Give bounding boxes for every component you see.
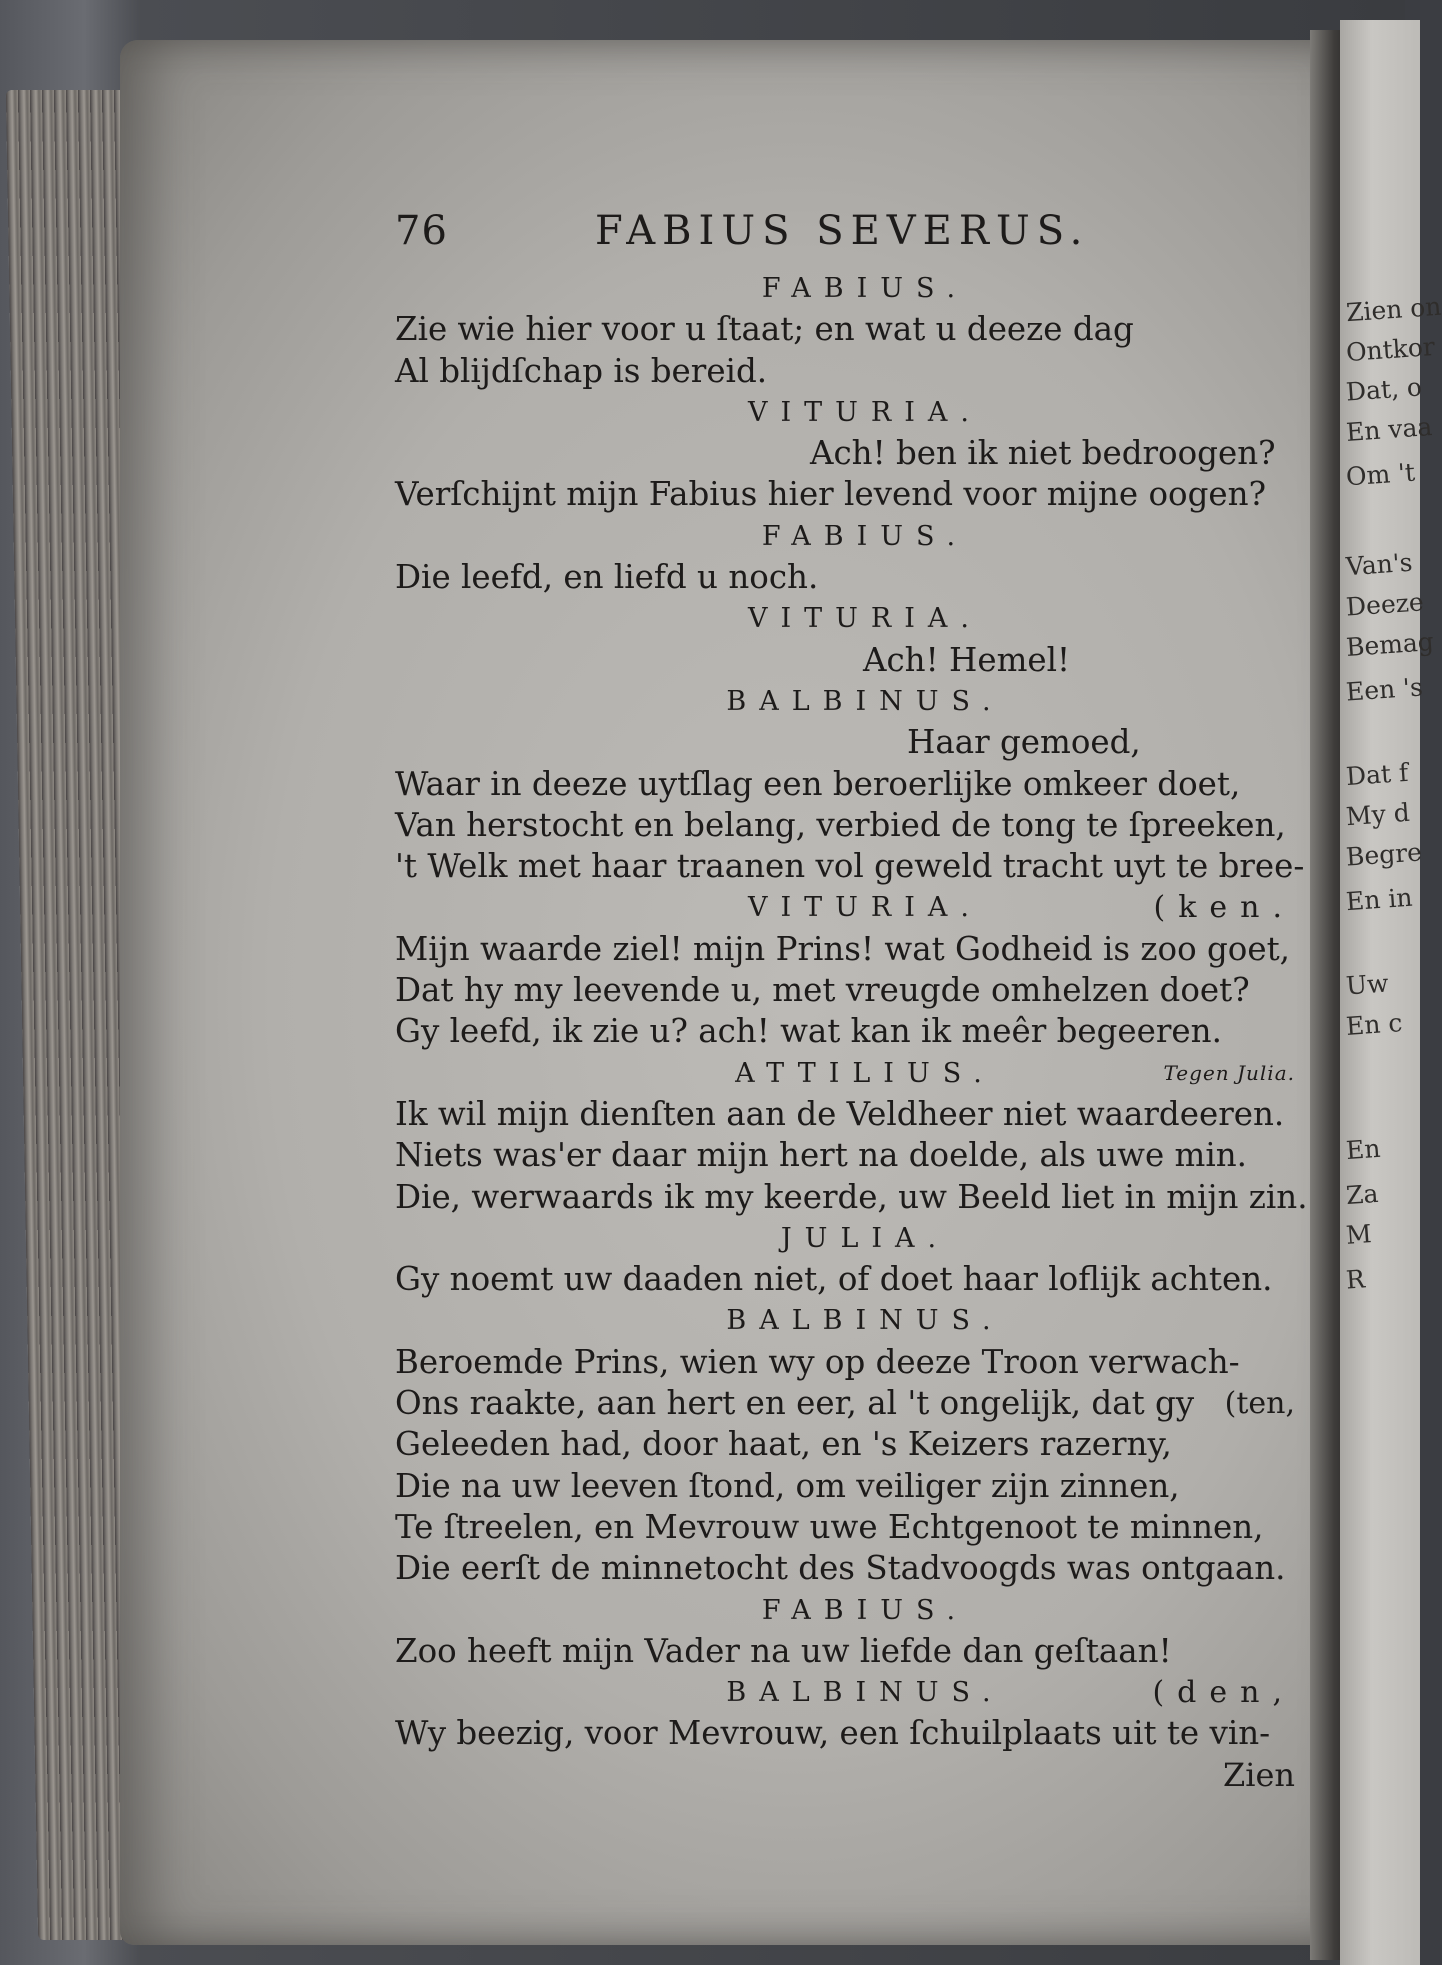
speaker-name: BALBINUS. xyxy=(726,1305,1004,1337)
verse-line: Niets was'er daar mijn hert na doelde, als uwe min. xyxy=(395,1136,1248,1175)
stage-direction: Tegen Julia. xyxy=(1163,1060,1295,1085)
verse-line xyxy=(395,433,1295,474)
facing-page-fragment: Bemag xyxy=(1345,626,1435,663)
facing-page-fragment: M xyxy=(1345,1219,1373,1250)
verse-line: Die eerſt de minnetocht des Stadvoogds was ontgaan. xyxy=(395,1549,1286,1588)
verse-line-text: Ach! ben ik niet bedroogen? xyxy=(810,434,1276,473)
speaker-name: JULIA. xyxy=(780,1222,950,1254)
speaker-name: BALBINUS. xyxy=(726,685,1004,717)
verse-line: Waar in deeze uytſlag een beroerlijke omkeer doet, xyxy=(395,764,1241,803)
page-number: 76 xyxy=(395,208,448,254)
verse-line: Die leefd, en liefd u noch. xyxy=(395,558,819,597)
facing-page-fragment: En xyxy=(1345,1133,1382,1166)
verse-line-text: Ach! Hemel! xyxy=(863,640,1071,679)
speaker-line xyxy=(395,1672,1295,1713)
verse-line: Mijn waarde ziel! mijn Prins! wat Godheid is zoo goet, xyxy=(395,929,1290,968)
verse-line-text: Ons raakte, aan hert en eer, al 't ongelijk, dat gy xyxy=(395,1384,1195,1423)
facing-page-fragment: Een 's xyxy=(1345,672,1424,707)
facing-page-fragment: Za xyxy=(1345,1178,1380,1211)
verse-line: Gy noemt uw daaden niet, of doet haar loflijk achten. xyxy=(395,1260,1273,1299)
verse-line: Zie wie hier voor u ſtaat; en wat u deeze dag xyxy=(395,310,1134,349)
verse-line: Verſchijnt mijn Fabius hier levend voor mijne oogen? xyxy=(395,475,1267,514)
verse-line: Van herstocht en belang, verbied de tong te ſpreeken, xyxy=(395,805,1286,844)
verse-line: Zoo heeft mijn Vader na uw liefde dan geſtaan! xyxy=(395,1631,1172,1670)
facing-page-fragment: Van's xyxy=(1345,547,1414,582)
verse-line xyxy=(395,722,1295,763)
carried-over-word: (ten, xyxy=(1224,1386,1295,1422)
facing-page-fragment: En c xyxy=(1345,1008,1404,1041)
speaker-name: FABIUS. xyxy=(761,520,969,552)
verse-line: Beroemde Prins, wien wy op deeze Troon verwach- xyxy=(395,1342,1240,1381)
facing-page-fragment: En in xyxy=(1345,882,1414,917)
facing-page-fragment: Om 't xyxy=(1345,457,1417,492)
facing-page-fragment: My d xyxy=(1345,797,1411,832)
speaker-name: BALBINUS. xyxy=(726,1677,1004,1709)
facing-page-fragment: Deeze xyxy=(1345,587,1425,622)
facing-page-fragment: En vaa xyxy=(1345,412,1434,447)
verse-line: Al blijdſchap is bereid. xyxy=(395,351,768,390)
facing-page xyxy=(1340,20,1442,1965)
speaker-name: FABIUS. xyxy=(761,1594,969,1626)
speaker-name: FABIUS. xyxy=(761,273,969,304)
verse-line: 't Welk met haar traanen vol geweld tracht uyt te bree- xyxy=(395,847,1305,886)
facing-page-fragment: R xyxy=(1345,1264,1366,1295)
page-text xyxy=(395,208,1308,1796)
speaker-name: VITURIA. xyxy=(747,603,982,635)
verse-line: Te ſtreelen, en Mevrouw uwe Echtgenoot te minnen, xyxy=(395,1507,1264,1546)
carried-over-word: (ken. xyxy=(1153,890,1295,926)
verse-line: Geleeden had, door haat, en 's Keizers razerny, xyxy=(395,1425,1172,1464)
speaker-name: VITURIA. xyxy=(747,892,982,924)
facing-page-fragment: Uw xyxy=(1345,968,1390,1001)
verse-line xyxy=(395,640,1295,681)
verse-line: Gy leefd, ik zie u? ach! wat kan ik meêr begeeren. xyxy=(395,1012,1222,1051)
verse-line: Wy beezig, voor Mevrouw, een ſchuilplaats uit te vin- xyxy=(395,1714,1271,1753)
catchword: Zien xyxy=(1222,1755,1295,1794)
facing-page-fragment: Dat f xyxy=(1345,757,1410,792)
running-head xyxy=(395,208,1295,268)
verse-line-text: Haar gemoed, xyxy=(907,723,1141,762)
verse-line xyxy=(395,1383,1295,1424)
speaker-line xyxy=(395,887,1295,928)
verse-line: Dat hy my leevende u, met vreugde omhelzen doet? xyxy=(395,971,1250,1010)
facing-page-fragment: Zien on xyxy=(1345,291,1442,328)
speaker-name: ATTILIUS. xyxy=(735,1057,995,1089)
verse-line: Die na uw leeven ſtond, om veiliger zijn zinnen, xyxy=(395,1466,1180,1505)
carried-over-word: (den, xyxy=(1152,1675,1295,1711)
speaker-line xyxy=(395,1053,1295,1094)
facing-page-fragment: Begre xyxy=(1345,837,1423,872)
speaker-name: VITURIA. xyxy=(747,396,982,428)
verse-line: Ik wil mijn dienſten aan de Veldheer niet waardeeren. xyxy=(395,1094,1285,1133)
running-title: FABIUS SEVERUS. xyxy=(595,208,1090,254)
facing-page-fragment: Ontkor xyxy=(1345,331,1436,368)
verse-line: Die, werwaards ik my keerde, uw Beeld liet in mijn zin. xyxy=(395,1177,1308,1216)
facing-page-fragment: Dat, o xyxy=(1345,372,1423,407)
